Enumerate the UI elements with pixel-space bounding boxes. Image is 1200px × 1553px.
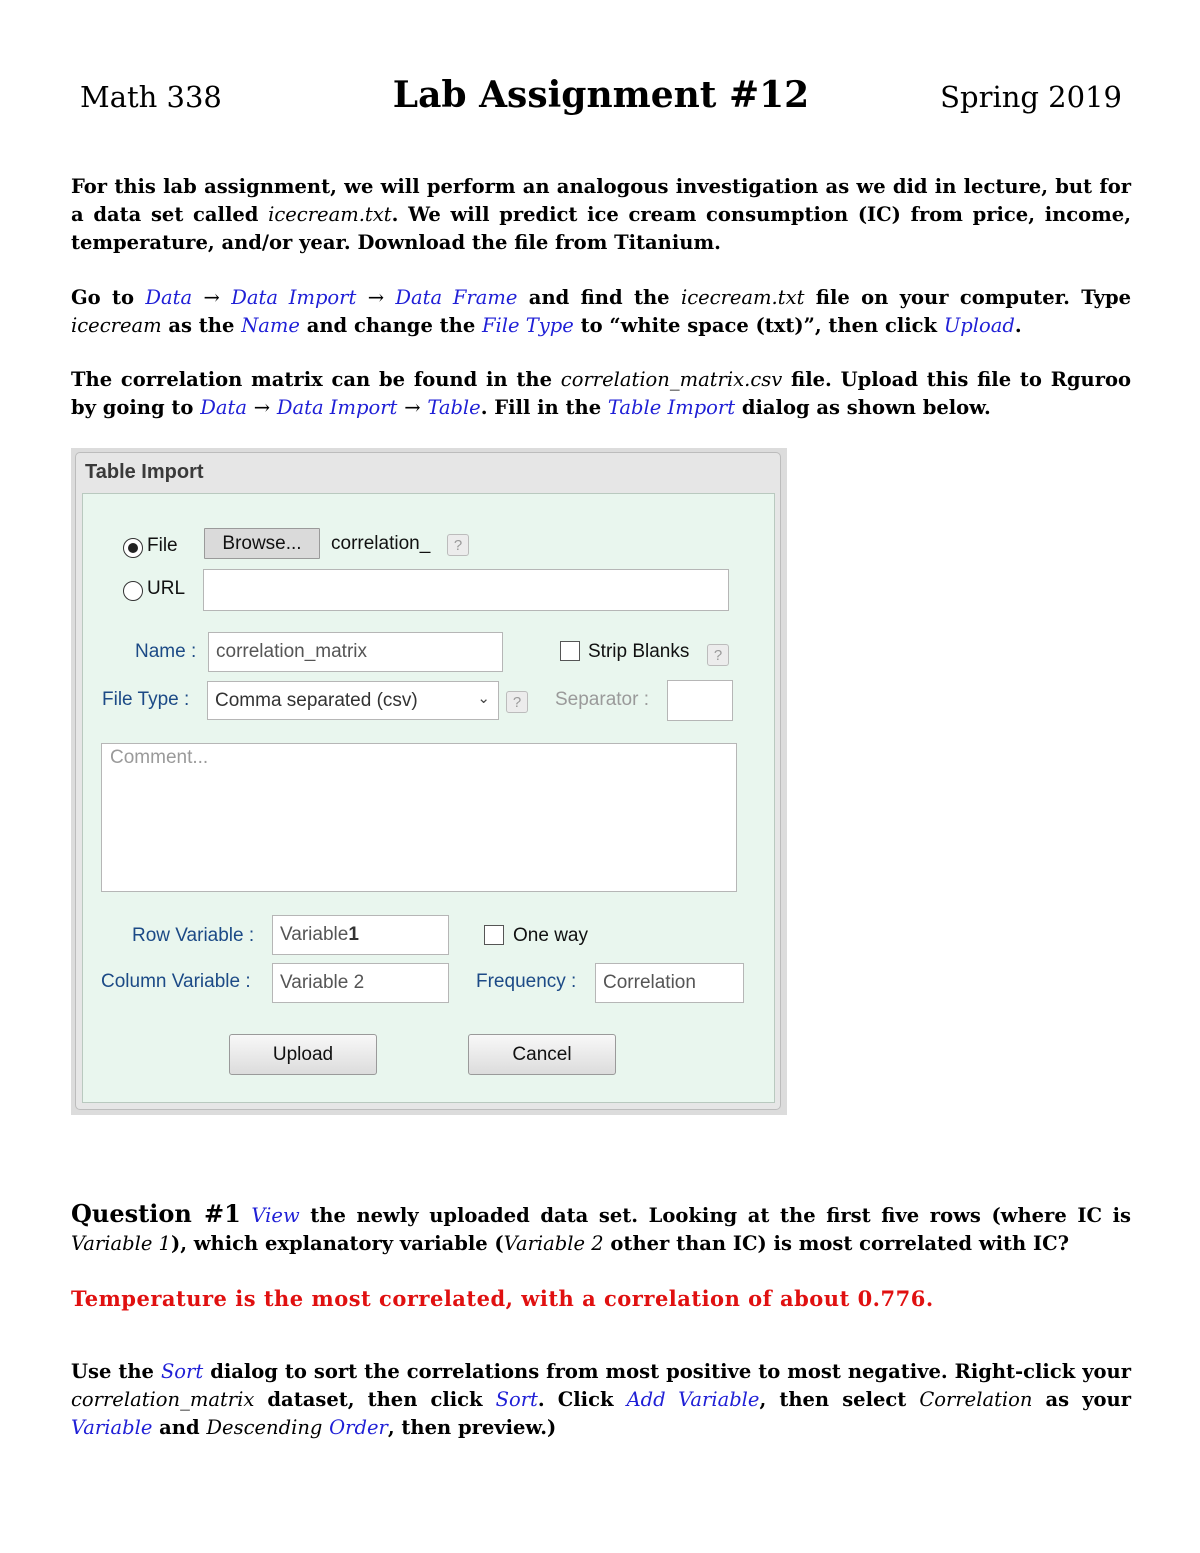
separator-input[interactable] [667, 680, 733, 721]
correlation-instructions [71, 366, 1131, 422]
dialog-screenshot [71, 448, 787, 1115]
dataset-name: icecream [71, 314, 162, 337]
file-radio[interactable] [123, 538, 143, 558]
arrow-icon: → [253, 396, 271, 419]
url-radio[interactable] [123, 581, 143, 601]
course-name: Math 338 [80, 80, 222, 114]
sort-text-2: dialog to sort the correlations from most positive to most negative. Right-click your [203, 1360, 1131, 1383]
corr-text-1: The correlation matrix can be found in the [71, 368, 561, 391]
view-ref: View [251, 1204, 300, 1227]
intro-filename: icecream.txt [268, 203, 392, 226]
arrow-icon: → [404, 396, 421, 419]
row-variable-number: 1 [348, 924, 359, 945]
file-help-icon[interactable]: ? [447, 534, 469, 556]
document-header [80, 74, 1122, 124]
import-text-5: and change the [299, 314, 483, 337]
dialog-ref: Table Import [607, 396, 736, 419]
sort-text-3: dataset, then click [254, 1388, 496, 1411]
intro-paragraph [71, 173, 1131, 257]
strip-blanks-label: Strip Blanks [588, 641, 690, 662]
order-ref: Order [329, 1416, 388, 1439]
answer-1 [71, 1285, 1131, 1314]
dataset-ref: correlation_matrix [71, 1388, 255, 1411]
sort-instructions [71, 1358, 1131, 1442]
column-variable-label: Column Variable : [101, 971, 251, 992]
frequency-input[interactable]: Correlation [595, 963, 744, 1003]
corr-text-4: dialog as shown below. [735, 396, 991, 419]
import-filename: icecream.txt [680, 286, 805, 309]
row-variable-label: Row Variable : [132, 925, 255, 946]
corr-filename: correlation_matrix.csv [560, 368, 783, 391]
sort-text-5: , then select [759, 1388, 920, 1411]
menu-data-frame: Data Frame [395, 286, 518, 309]
corr-text-2: file. Upload this file to Rguroo by going to [71, 368, 1131, 419]
variable-2-ref: Variable 2 [503, 1232, 604, 1255]
cancel-button[interactable]: Cancel [468, 1034, 616, 1075]
question-label: Question #1 [71, 1199, 241, 1228]
frequency-label: Frequency : [476, 971, 577, 992]
sort-ref-2: Sort [495, 1388, 538, 1411]
sort-text-7: and [152, 1416, 207, 1439]
strip-blanks-help-icon[interactable]: ? [707, 644, 729, 666]
table-import-dialog [75, 452, 781, 1110]
menu-data-import: Data Import [231, 286, 357, 309]
import-text-4: as the [161, 314, 242, 337]
intro-text-2: . We will predict ice cream consumption (IC) from price, income, temperature, and/or year. Download the file from Titanium. [71, 203, 1131, 254]
menu-table: Table [427, 396, 481, 419]
import-text-6: to “white space (txt)”, then click [573, 314, 944, 337]
dialog-body [82, 493, 775, 1103]
add-variable-ref: Add Variable [626, 1388, 760, 1411]
name-label: Name : [135, 641, 197, 662]
sort-ref: Sort [160, 1360, 204, 1383]
import-text-1: Go to [71, 286, 146, 309]
question-text-3: other than IC) is most correlated with IC? [603, 1232, 1070, 1255]
term: Spring 2019 [940, 80, 1122, 114]
filetype-help-icon[interactable]: ? [506, 691, 528, 713]
import-text-7: . [1014, 314, 1022, 337]
import-instructions [71, 284, 1131, 340]
arrow-icon: → [203, 286, 220, 309]
filetype-value: Comma separated (csv) [215, 689, 418, 711]
menu-data-import: Data Import [276, 396, 398, 419]
chevron-down-icon: ⌄ [477, 690, 490, 707]
row-variable-text: Variable [280, 924, 349, 945]
intro-text-1: For this lab assignment, we will perform an analogous investigation as we did in lecture, but for a data set called [71, 175, 1131, 226]
url-label: URL [147, 578, 186, 599]
menu-data: Data [200, 396, 247, 419]
file-label: File [147, 535, 178, 556]
sort-text-6: as your [1032, 1388, 1132, 1411]
upload-button[interactable]: Upload [229, 1034, 377, 1075]
variable-ref: Variable [71, 1416, 153, 1439]
comment-textarea[interactable]: Comment... [101, 743, 737, 892]
page-title: Lab Assignment #12 [392, 74, 810, 116]
sort-text-8: , then preview.) [387, 1416, 557, 1439]
filetype-field-ref: File Type [482, 314, 574, 337]
column-variable-input[interactable]: Variable 2 [272, 963, 449, 1003]
strip-blanks-checkbox[interactable] [560, 641, 580, 661]
import-text-2: and find the [517, 286, 681, 309]
one-way-label: One way [513, 925, 588, 946]
browse-button[interactable]: Browse... [204, 528, 320, 559]
upload-ref: Upload [943, 314, 1015, 337]
row-variable-input[interactable] [272, 915, 449, 955]
sort-text-1: Use the [71, 1360, 161, 1383]
corr-text-3: . Fill in the [480, 396, 608, 419]
dialog-title: Table Import [85, 461, 204, 483]
menu-data: Data [145, 286, 193, 309]
question-1 [71, 1200, 1131, 1258]
separator-label: Separator : [555, 689, 649, 710]
question-text-1: the newly uploaded data set. Looking at the first five rows (where IC is [299, 1204, 1131, 1227]
one-way-checkbox[interactable] [484, 925, 504, 945]
name-field-ref: Name [241, 314, 300, 337]
filetype-label: File Type : [102, 689, 190, 710]
answer-text: Temperature is the most correlated, with a correlation of about 0.776. [71, 1286, 934, 1311]
descending-ref: Descending [206, 1416, 323, 1439]
question-text-2: ), which explanatory variable ( [170, 1232, 504, 1255]
sort-text-4: . Click [537, 1388, 627, 1411]
variable-1-ref: Variable 1 [71, 1232, 171, 1255]
arrow-icon: → [367, 286, 385, 309]
filetype-select[interactable] [207, 681, 499, 720]
name-input[interactable]: correlation_matrix [208, 632, 503, 672]
url-input[interactable] [203, 569, 729, 611]
selected-file-name: correlation_ [331, 533, 431, 554]
correlation-ref: Correlation [919, 1388, 1033, 1411]
import-text-3: file on your computer. Type [804, 286, 1131, 309]
